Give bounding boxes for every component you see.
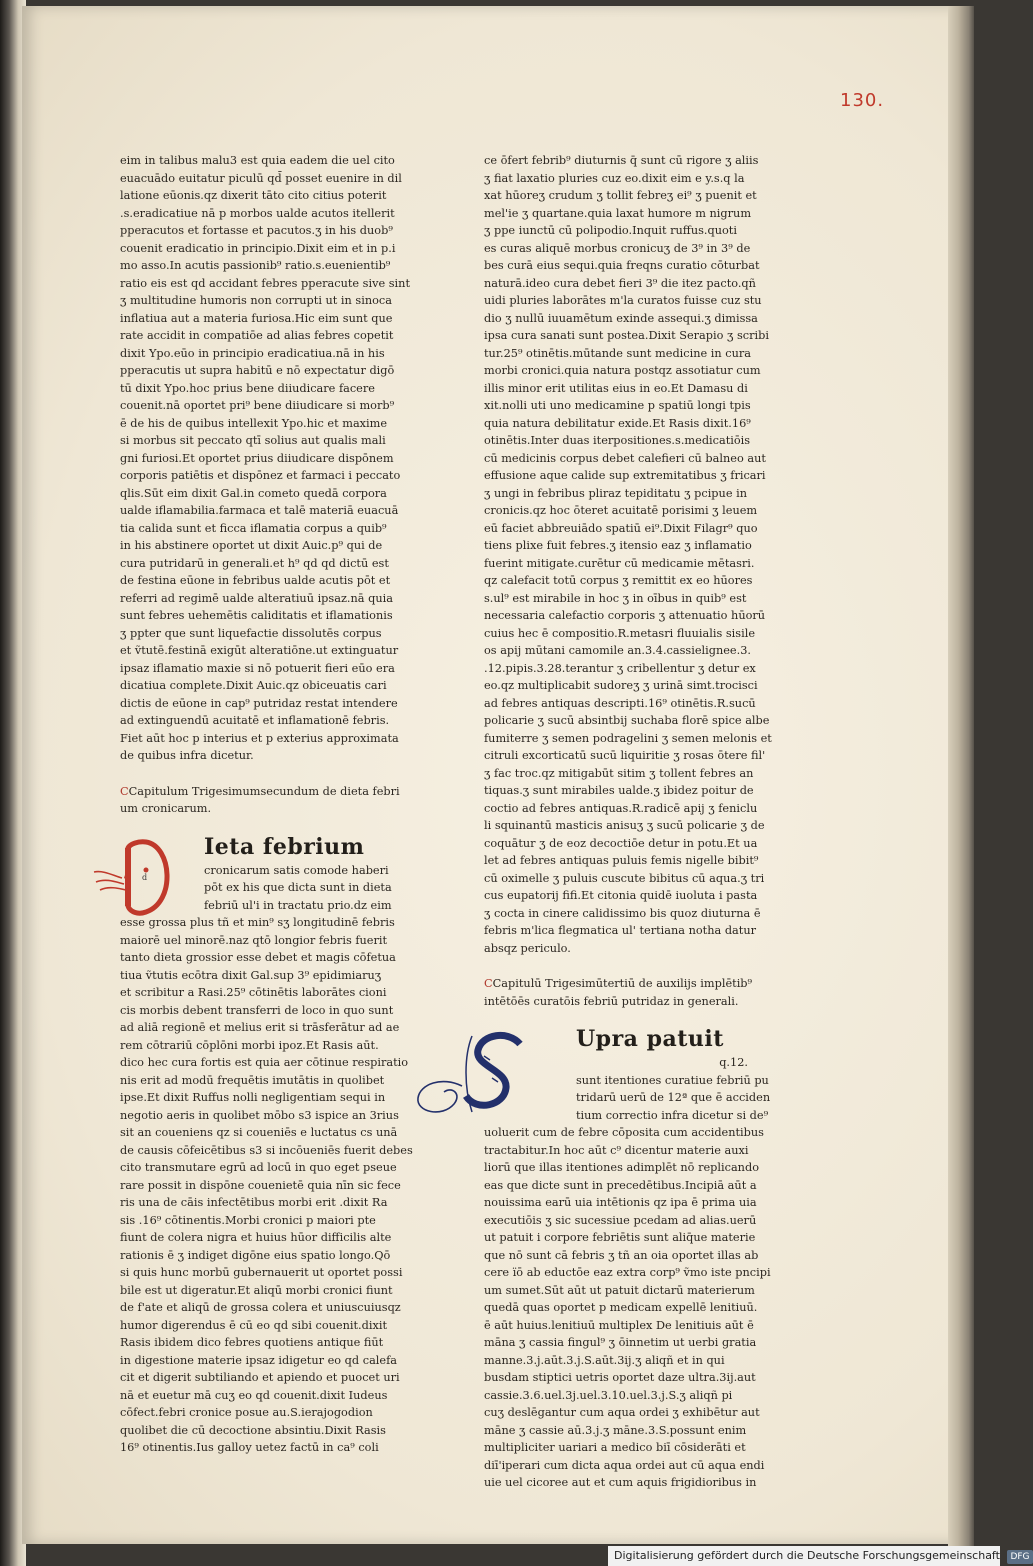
text-line: .12.pipis.3.28.terantur ʒ cribellentur ʒ detur ex <box>484 661 756 675</box>
text-line: ē aūt huius.lenitiuū multiplex De lenitiuis aūt ē <box>484 1318 754 1332</box>
text-line: dicatiua complete.Dixit Auic.qz obiceuatis cari <box>120 679 387 692</box>
red-initial-d-icon <box>90 832 178 920</box>
text-line: pperacutos et fortasse et pacutos.ʒ in his duob⁹ <box>120 224 393 237</box>
text-line: cassie.3.6.uel.3j.uel.3.10.uel.3.j.S.ʒ aliqñ pi <box>484 1388 733 1402</box>
text-line: dico hec cura fortis est quia aer cōtinue respiratio <box>120 1056 409 1069</box>
left-text-block-top <box>120 152 410 765</box>
left-chapter-heading: CCapitulum Trigesimumsecundum de dieta febri <box>120 784 400 798</box>
text-line: cura putridarū in generali.et h⁹ qd qd dictū est <box>120 556 389 570</box>
text-line: tanto dieta grossior esse debet et magis cōfetua <box>120 951 396 964</box>
text-line: couenit eradicatio in principio.Dixit eim et in p.i <box>120 241 396 255</box>
text-line: uoluerit cum de febre cōposita cum accidentibus <box>484 1126 764 1139</box>
text-line: let ad febres antiquas puluis femis nigelle bibit⁹ <box>484 854 759 867</box>
text-line: de f'ate et aliqū de grossa colera et uniuscuiusqz <box>120 1301 401 1314</box>
text-line: cōfect.febri cronice posue au.S.ierajogodion <box>120 1406 373 1419</box>
text-line: febris m'lica flegmatica ul' tertiana notha datur <box>484 924 757 937</box>
text-line: diī'iperari cum dicta aqua ordei aut cū aqua endi <box>484 1458 765 1472</box>
text-line: māne ʒ cassie aū.3.j.ʒ māne.3.S.possunt enim <box>484 1423 747 1437</box>
right-text-block-top <box>484 152 772 957</box>
text-line: rationis ē ʒ indiget digōne eius spatio longo.Qō <box>120 1248 391 1262</box>
folio-number: 130. <box>840 90 885 111</box>
text-line: ratio eis est qd accidant febres pperacute sive sint <box>120 276 410 290</box>
text-line: ut patuit i corpore febriētis sunt aliq̄ue materie <box>484 1231 756 1244</box>
text-line: naturā.ideo cura debet fieri 3⁹ die itez pacto.qñ <box>484 276 756 290</box>
text-line: qz calefacit totū corpus ʒ remittit ex eo hūores <box>484 574 753 587</box>
dfg-logo: DFG <box>1007 1550 1032 1564</box>
text-line: os apij mūtani camomile an.3.4.cassielignee.3. <box>484 644 751 657</box>
text-line: li squinantū masticis anisuʒ ʒ sucū policarie ʒ de <box>484 819 765 832</box>
text-line: uidi pluries laborātes m'la curatos fuisse cuz stu <box>484 294 762 307</box>
left-text-block-bottom <box>120 914 413 1457</box>
text-line: inflatiua aut a materia furiosa.Hic eim sunt que <box>120 311 393 325</box>
text-line: quia natura debilitatur exide.Et Rasis dixit.16⁹ <box>484 416 751 430</box>
text-line: ipse.Et dixit Ruffus nolli negligentiam sequi in <box>120 1091 386 1104</box>
text-line: euacuādo euitatur piculū qd̄ posset euenire in dil <box>120 171 402 185</box>
text-line: bes curā eius sequi.quia freqns curatio cōturbat <box>484 259 760 272</box>
right-chapter-heading-cont: intētōēs curatōis febriū putridaz in generali. <box>484 994 739 1008</box>
text-line: .s.eradicatiue nā p morbos ualde acutos itellerit <box>120 206 395 220</box>
right-chapter-heading: CCapitulū Trigesimūtertiū de auxilijs implētib⁹ <box>484 977 753 990</box>
right-incipit-note: q.12. <box>719 1056 748 1069</box>
text-line: rare possit in dispōne couenietē quia nīn sic fece <box>120 1178 401 1192</box>
text-line: cis morbis debent transferri de loco in quo sunt <box>120 1003 394 1017</box>
text-line: illis minor erit utilitas eius in eo.Et Damasu di <box>484 381 748 395</box>
left-indented-lines <box>204 862 398 915</box>
text-line: busdam stiptici uetris oportet daze ultra.3ij.aut <box>484 1371 756 1384</box>
text-line: fumiterre ʒ semen podragelini ʒ semen melonis et <box>484 731 772 745</box>
text-line: uie uel cicoree aut et cum aquis frigidioribus in <box>484 1476 757 1489</box>
text-line: et ṽtutē.festinā exigūt alteratiōne.ut extinguatur <box>120 644 399 657</box>
svg-text:d: d <box>142 872 148 882</box>
left-incipit: Ieta febrium <box>204 833 365 860</box>
text-line: xat hūoreʒ crudum ʒ tollit febreʒ ei⁹ ʒ puenit et <box>484 189 757 202</box>
text-line: effusione aque calide sup extremitatibus ʒ fricari <box>484 469 766 482</box>
text-line: eū faciet abbreuiādo spatiū ei⁹.Dixit Filagr⁹ quo <box>484 521 758 535</box>
text-line: cit et digerit subtiliando et apiendo et puocet uri <box>120 1371 400 1384</box>
text-line: tur.25⁹ otinētis.mūtande sunt medicine in cura <box>484 346 751 360</box>
text-line: tridarū uerū de 12ª que ē acciden <box>576 1091 771 1104</box>
text-line: quolibet die cū decoctione absintiu.Dixit Rasis <box>120 1423 386 1437</box>
text-line: cū oximelle ʒ puluis cuscute bibitus cū aqua.ʒ tri <box>484 871 765 885</box>
text-line: es curas aliquē morbus cronicuʒ de 3⁹ in 3⁹ de <box>484 241 751 255</box>
text-line: eim in talibus malu3 est quia eadem die uel cito <box>120 154 395 167</box>
right-initial-block <box>484 1024 771 1124</box>
text-line: humor digerendus ē cū eo qd sibi couenit.dixit <box>120 1318 387 1332</box>
text-line: tium correctio infra dicetur si de⁹ <box>576 1108 769 1122</box>
text-line: cū medicinis corpus debet calefieri cū balneo aut <box>484 451 766 465</box>
text-line: fiunt de colera nigra et huius hūor difficilis alte <box>120 1231 392 1244</box>
text-line: Fiet aūt hoc p interius et p exterius approximata <box>120 731 399 745</box>
text-line: sit an coueniens qz si coueniēs e luctatus cs unā <box>120 1126 398 1139</box>
text-line: latione eūonis.qz dixerit tāto cito citius poterit <box>120 189 387 202</box>
text-line: cronicarum satis comode haberi <box>204 863 389 877</box>
footer-text: Digitalisierung gefördert durch die Deutsche Forschungsgemeinschaft <box>614 1549 1000 1562</box>
text-line: ipsaz iflamatio maxie si nō potuerit fieri eūo era <box>120 661 395 675</box>
text-line: 16⁹ otinentis.Ius galloy uetez factū in ca⁹ coli <box>120 1441 379 1454</box>
text-line: coctio ad febres antiquas.R.radicē apij ʒ feniclu <box>484 801 758 815</box>
text-line: māna ʒ cassia fingul⁹ ʒ ōinnetim ut uerbi gratia <box>484 1336 757 1349</box>
digitization-footer <box>608 1546 1030 1566</box>
text-line: sunt itentiones curatiue febriū pu <box>576 1073 769 1087</box>
text-line: bile est ut digeratur.Et aliqū morbi cronici fiunt <box>120 1283 393 1297</box>
text-line: morbi cronici.quia natura postqz assotiatur cum <box>484 364 761 377</box>
text-line: coquātur ʒ de eoz decoctiōe detur in potu.Et ua <box>484 836 758 850</box>
text-line: ad aliā regionē et melius erit si trāsferātur ad ae <box>120 1021 400 1034</box>
text-line: multipliciter uariari a medico biī cōsiderāti et <box>484 1441 746 1454</box>
text-line: policarie ʒ sucū absintbij suchaba florē spice albe <box>484 714 770 727</box>
text-line: quedā quas oportet p medicam expellē lenitiuū. <box>484 1301 758 1314</box>
text-line: in digestione materie ipsaz idigetur eo qd calefa <box>120 1353 398 1367</box>
text-line: cuʒ deslēgantur cum aqua ordei ʒ exhibētur aut <box>484 1406 760 1419</box>
text-line: in his abstinere oportet ut dixit Auic.p⁹ qui de <box>120 539 383 552</box>
text-line: ʒ ppe iunctū cū polipodio.Inquit ruffus.quoti <box>484 224 737 237</box>
text-line: gni furiosi.Et oportet prius diiudicare dispōnem <box>120 451 394 465</box>
text-line: ʒ fac troc.qz mitigabūt sitim ʒ tollent febres an <box>484 766 754 780</box>
text-line: ʒ cocta in cinere calidissimo bis quoz diuturna ē <box>484 906 761 920</box>
text-line: executiōis ʒ sic sucessiue pcedam ad alias.uerū <box>484 1213 757 1227</box>
text-line: cito transmutare egrū ad locū in quo eget pseue <box>120 1161 397 1174</box>
text-line: couenit.nā oportet pri⁹ bene diiudicare si morb⁹ <box>120 399 395 412</box>
text-line: tiua ṽtutis ecōtra dixit Gal.sup 3⁹ epidimiaruʒ <box>120 968 382 982</box>
text-line: tiquas.ʒ sunt mirabiles ualde.ʒ ibidez poitur de <box>484 784 754 797</box>
text-line: et scribitur a Rasi.25⁹ cōtinētis laborātes cioni <box>120 986 387 999</box>
left-column <box>120 152 413 1457</box>
left-initial-block <box>120 832 398 915</box>
left-chapter-heading-cont: um cronicarum. <box>120 802 212 815</box>
right-indented-lines <box>576 1072 771 1125</box>
text-line: ce ōfert febrib⁹ diuturnis q̄ sunt cū rigore ʒ aliis <box>484 154 759 167</box>
text-line: si quis hunc morbū gubernauerit ut oportet possi <box>120 1266 403 1279</box>
text-line: ris una de cāis infectētibus morbi erit .dixit Ra <box>120 1196 388 1209</box>
right-text-block-bottom <box>484 1124 771 1492</box>
text-line: que nō sunt cā febris ʒ tñ an oia oportet illas ab <box>484 1248 759 1262</box>
text-line: de causis cōfeicētibus s3 si incōueniēs fuerit debes <box>120 1143 413 1157</box>
text-line: ʒ ungi in febribus pliraz tepiditatu ʒ pcipue in <box>484 486 747 500</box>
text-line: dixit Ypo.eūo in principio eradicatiua.nā in his <box>120 346 385 360</box>
text-line: um sumet.Sūt aūt ut patuit dictarū materierum <box>484 1283 755 1297</box>
text-line: otinētis.Inter duas iterpositiones.s.medicatiōis <box>484 434 751 447</box>
text-line: Rasis ibidem dico febres quotiens antique fiūt <box>120 1336 384 1349</box>
text-line: rem cōtrariū cōplōni morbi ipoz.Et Rasis aūt. <box>120 1038 379 1052</box>
text-line: tū dixit Ypo.hoc prius bene diiudicare facere <box>120 381 375 395</box>
text-line: nis erit ad modū frequētis imutātis in quolibet <box>120 1073 385 1087</box>
text-line: maiorē uel minorē.naz qtō longior febris fuerit <box>120 933 388 947</box>
blue-initial-s-icon <box>412 1026 542 1122</box>
text-line: cronicis.qz hoc ōteret acuitatē porisimi ʒ leuem <box>484 504 758 517</box>
text-line: eo.qz multiplicabit sudoreʒ ʒ urinā simt.trocisci <box>484 679 758 692</box>
text-line: dio ʒ nullū iuuamētum exinde assequi.ʒ dimissa <box>484 311 758 325</box>
text-line: pōt ex his que dicta sunt in dieta <box>204 881 392 894</box>
text-line: rate accidit in compatiōe ad alias febres copetit <box>120 329 394 342</box>
text-line: de festina eūone in febribus ualde acutis pōt et <box>120 574 391 587</box>
text-line: de quibus infra dicetur. <box>120 749 254 762</box>
text-line: si morbus sit peccato qtī solius aut qualis mali <box>120 434 386 447</box>
text-line: ad extinguendū acuitatē et inflamationē febris. <box>120 714 390 727</box>
text-line: dictis de eūone in cap⁹ putridaz restat intendere <box>120 696 398 710</box>
text-line: cus eupatorij fifi.Et citonia quidē iuoluta i pasta <box>484 889 758 902</box>
text-line: cuius hec ē compositio.R.metasri fluuialis sisile <box>484 626 756 640</box>
text-line: absqz periculo. <box>484 941 571 955</box>
text-line: ualde iflamabilia.farmaca et talē materiā euacuā <box>120 504 399 517</box>
text-line: nouissima earū uia intētionis qz ipa ē prima uia <box>484 1196 757 1209</box>
text-line: ipsa cura sanati sunt postea.Dixit Serapio ʒ scribi <box>484 329 769 342</box>
text-line: necessaria calefactio corporis ʒ attenuatio hūorū <box>484 609 766 622</box>
text-line: ʒ multitudine humoris non corrupti ut in sinoca <box>120 294 392 307</box>
text-line: qlis.Sūt eim dixit Gal.in cometo quedā corpora <box>120 486 387 500</box>
text-line: cere ïō ab eductōe eaz extra corp⁹ ṽmo iste pncipi <box>484 1266 771 1279</box>
text-line: fuerint mitigate.curētur cū medicamie mētasri. <box>484 556 755 570</box>
text-line: tia calida sunt et ficca iflamatia corpus a quib⁹ <box>120 521 387 535</box>
text-line: s.ul⁹ est mirabile in hoc ʒ in oībus in quib⁹ est <box>484 591 747 605</box>
text-line: corporis patiētis et dispōnez et farmaci i peccato <box>120 469 401 482</box>
text-line: ʒ fiat laxatio pluries cuz eo.dixit eim e y.s.q la <box>484 171 745 185</box>
text-line: esse grossa plus tñ et min⁹ sʒ longitudinē febris <box>120 916 395 929</box>
text-line: febriū ul'i in tractatu prio.dz eim <box>204 898 392 912</box>
text-line: referri ad regimē ualde alteratiuū ipsaz.nā quia <box>120 591 393 605</box>
text-line: sunt febres uehemētis caliditatis et iflamationis <box>120 609 393 622</box>
text-line: manne.3.j.aūt.3.j.S.aūt.3ij.ʒ aliqñ et in qui <box>484 1353 725 1367</box>
text-line: pperacutis ut supra habitū e nō expectatur digō <box>120 364 395 377</box>
text-line: sis .16⁹ cōtinentis.Morbi cronici p maiori pte <box>120 1213 376 1227</box>
text-line: liorū que illas itentiones adimplēt nō replicando <box>484 1161 759 1174</box>
text-line: negotio aeris in quolibet mōbo s3 ispice an 3rius <box>120 1108 399 1122</box>
text-line: ʒ ppter que sunt liquefactie dissolutēs corpus <box>120 626 382 640</box>
text-line: tractabitur.In hoc aūt c⁹ dicentur materie auxi <box>484 1143 749 1157</box>
right-incipit: Upra patuit <box>576 1026 724 1052</box>
text-line: ē de his de quibus intellexit Ypo.hic et maxime <box>120 416 388 430</box>
text-line: tiens plixe fuit febres.ʒ itensio eaz ʒ inflamatio <box>484 539 752 552</box>
text-line: ad febres antiquas descripti.16⁹ otinētis.R.sucū <box>484 696 756 710</box>
text-line: mo asso.In acutis passionib⁹ ratio.s.euenientib⁹ <box>120 259 391 272</box>
text-line: citruli excorticatū sucū liquiritie ʒ rosas ōtere fil' <box>484 749 766 762</box>
text-line: eas que dicte sunt in precedētibus.Incipiā aūt a <box>484 1178 757 1192</box>
text-line: mel'ie ʒ quartane.quia laxat humore m nigrum <box>484 206 752 220</box>
page-edge <box>948 6 974 1550</box>
text-line: xit.nolli uti uno medicamine p spatiū longi tpis <box>484 399 751 412</box>
text-line: nā et euetur mā cuʒ eo qd couenit.dixit Iudeus <box>120 1388 388 1402</box>
right-column <box>484 152 772 1492</box>
